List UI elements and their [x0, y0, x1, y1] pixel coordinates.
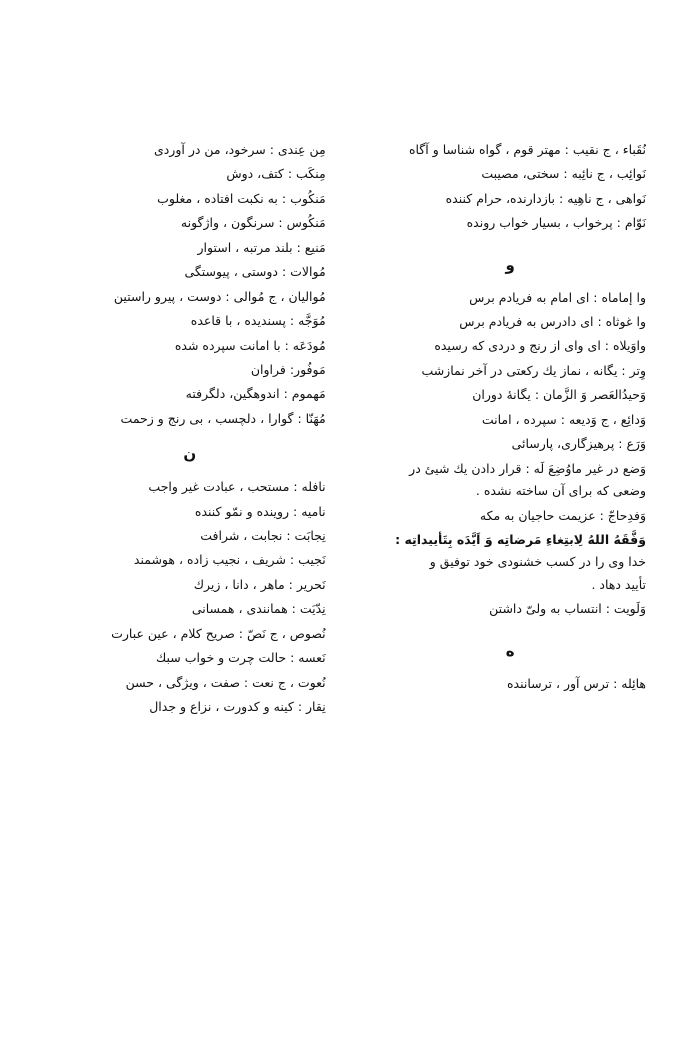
dictionary-entry: واوَیلاه : ای وای از رنج و دردی كه رسیده — [434, 338, 646, 354]
dictionary-entry: مُودَعَه : با امانت سپرده شده — [174, 337, 326, 353]
dictionary-entry: نُقَباء ، ج نقیب : مهتر قوم ، گواه شناسا و آگاه — [408, 142, 646, 157]
dictionary-entry: مَنكُوس : سرنگون ، واژگونه — [180, 215, 326, 231]
section-letter-heading: ه — [505, 641, 515, 660]
dictionary-entry: نُعوت ، ج نعت : صفت ، ویژگی ، حسن — [125, 674, 326, 690]
dictionary-entry: مَنیع : بلند مرتبه ، استوار — [197, 239, 326, 255]
section-letter-heading: و — [505, 255, 515, 274]
dictionary-entry: وا إماماه : ای امام به فریادم برس — [469, 289, 646, 305]
dictionary-entry: وَضع در غیر ماوُضِعَ لَه : قرار دادن یك شیئ در — [409, 460, 646, 476]
dictionary-entry: وَلَویت : انتساب به ولیّ داشتن — [489, 601, 646, 617]
dictionary-entry: مُهَنّا : گوارا ، دلچسب ، بی رنج و زحمت — [120, 410, 326, 426]
dictionary-entry: مَنكُوب : به نكبت افتاده ، مغلوب — [157, 190, 326, 206]
dictionary-entry: وَفَّقَهُ اللهُ لِابتِغاءِ مَرضاتِه وَ اَیَّدَه بِتَأییداتِه : — [395, 531, 646, 547]
dictionary-entry: وَدائِع ، ج وَدیعه : سپرده ، امانت — [481, 411, 646, 427]
dictionary-entry: نامیه : روینده و نمّو كننده — [194, 503, 326, 519]
right-column — [46, 140, 326, 721]
left-column — [374, 140, 654, 698]
dictionary-entry: نَحریر : ماهر ، دانا ، زیرك — [193, 576, 326, 592]
dictionary-entry: نَوّام : پرخواب ، بسیار خواب رونده — [466, 215, 646, 231]
section-letter-heading: ن — [183, 445, 197, 464]
dictionary-entry-continuation: خدا وی را در كسب خشنودی خود توفیق و — [429, 554, 646, 570]
dictionary-entry: مَوفُور: فراوان — [250, 361, 326, 377]
dictionary-entry: نَعسه : حالت چرت و خواب سبك — [156, 650, 326, 666]
dictionary-entry: وِتر : یگانه ، نماز یك ركعتی در آخر نمازشب — [421, 362, 646, 378]
dictionary-entry-continuation: وضعی كه برای آن ساخته نشده . — [475, 483, 646, 499]
dictionary-entry: وا غوثاه : ای دادرس به فریادم برس — [459, 314, 646, 329]
dictionary-entry: مُوالات : دوستی ، پیوستگی — [184, 264, 326, 280]
dictionary-entry: مِنكَب : كتف، دوش — [226, 166, 326, 182]
dictionary-entry: نِدّیَت : همانندی ، همسانی — [191, 601, 326, 617]
dictionary-entry: نِجابَت : نجابت ، شرافت — [200, 527, 326, 543]
dictionary-entry: مُوالیان ، ج مُوالی : دوست ، پیرو راستین — [113, 288, 326, 304]
dictionary-entry: مَهموم : اندوهگین، دلگرفته — [185, 386, 326, 402]
dictionary-entry: مُوَجَّه : پسندیده ، با قاعده — [190, 313, 326, 329]
dictionary-entry: نُصوص ، ج نَصّ : صریح كلام ، عین عبارت — [111, 625, 326, 641]
dictionary-entry: نِقار : كینه و كدورت ، نزاع و جدال — [149, 699, 326, 714]
dictionary-entry: نَوائِب ، ج نائِبه : سختی، مصیبت — [481, 166, 646, 182]
dictionary-entry: نافله : مستحب ، عبادت غیر واجب — [148, 479, 326, 495]
dictionary-entry: هائِله : ترس آور ، ترساننده — [506, 675, 646, 691]
dictionary-entry-continuation: تأیید دهاد . — [591, 576, 646, 592]
dictionary-entry: وَرَع : پرهیزگاری، پارسائی — [511, 436, 646, 452]
dictionary-entry: مِن عِندی : سرخود، من در آوردی — [153, 142, 326, 157]
dictionary-entry: وَفدِحاجّ : عزیمت حاجیان به مكه — [479, 507, 646, 523]
two-column-layout — [46, 140, 654, 991]
dictionary-entry: نَجیب : شریف ، نجیب زاده ، هوشمند — [133, 552, 326, 568]
dictionary-entry: وَحیدُالعَصر وَ الزَّمان : یگانهٔ دوران — [472, 387, 646, 403]
dictionary-entry: نَواهی ، ج ناهِیه : بازدارنده، حرام كننده — [445, 190, 646, 206]
